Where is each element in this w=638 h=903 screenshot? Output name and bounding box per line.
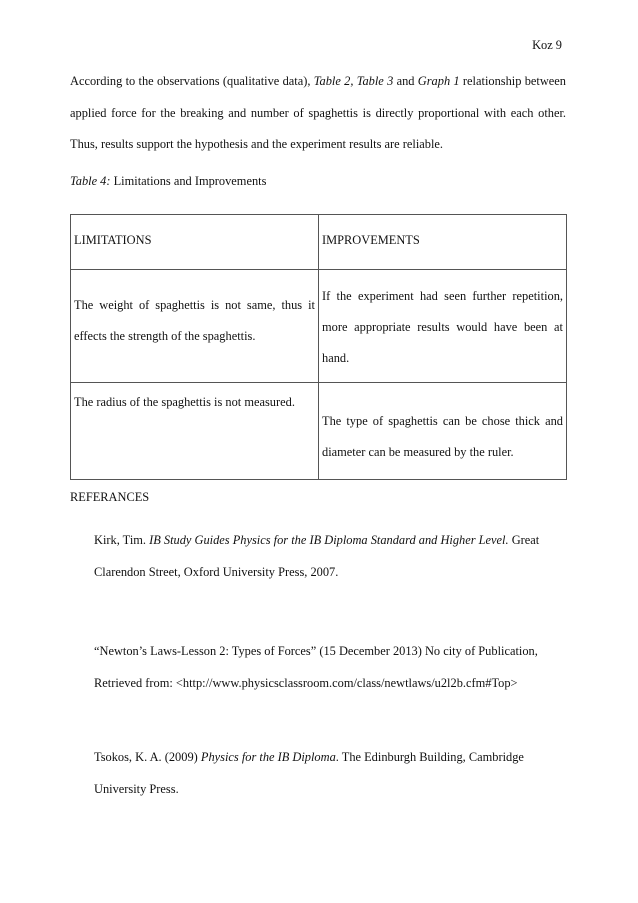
improvement-text: The type of spaghettis can be chose thick and diameter can be measured by the ruler.: [322, 414, 563, 459]
reference-title: IB Study Guides Physics for the IB Diploma Standard and Higher Level.: [149, 533, 509, 547]
reference-text-after: Great Clarendon Street, Oxford University Press, 2007.: [94, 533, 540, 579]
reference-item: [94, 742, 566, 805]
table-header-row: [71, 215, 567, 270]
header-cell-improvements: [319, 215, 567, 270]
reference-text: Tsokos, K. A. (2009): [94, 750, 201, 764]
improvement-cell: [319, 383, 567, 480]
limitation-text: The weight of spaghettis is not same, thus it effects the strength of the spaghettis.: [74, 298, 315, 343]
reference-text-after: . The Edinburgh Building, Cambridge University Press.: [94, 750, 524, 796]
intro-paragraph: [70, 66, 566, 161]
page-number-header: Koz 9: [532, 38, 562, 52]
table-caption: [70, 174, 266, 189]
limitation-cell: [71, 383, 319, 480]
improvement-text: If the experiment had seen further repetition, more appropriate results would have been at hand.: [322, 289, 563, 365]
table-row: [71, 383, 567, 480]
limitation-text: The radius of the spaghettis is not measured.: [74, 395, 295, 409]
reference-title: Physics for the IB Diploma: [200, 750, 336, 764]
header-improvements-label: IMPROVEMENTS: [322, 233, 420, 247]
table-row: [71, 270, 567, 383]
header-limitations-label: LIMITATIONS: [74, 233, 152, 247]
intro-text-and: and: [393, 74, 418, 88]
header-cell-limitations: [71, 215, 319, 270]
improvement-cell: [319, 270, 567, 383]
reference-item: [94, 525, 566, 588]
references-heading: REFERANCES: [70, 490, 150, 504]
reference-text: Kirk, Tim.: [94, 533, 150, 547]
reference-text: “Newton’s Laws-Lesson 2: Types of Forces” (15 December 2013) No city of Publication, Retrieved from: <http://www.physicsclassroom.com/class/newtlaws/u2l2b.cfm#Top>: [94, 644, 538, 690]
intro-graph-ref: Graph 1: [417, 74, 460, 88]
intro-text-part1: According to the observations (qualitative data),: [70, 74, 314, 88]
table-caption-text: Limitations and Improvements: [110, 174, 267, 188]
intro-text-part2: relationship between applied force for the breaking and number of spaghettis is directly proportional with each other. Thus, results support the hypothesis and the experiment results are reliable.: [70, 74, 567, 151]
table-caption-label: Table 4:: [70, 174, 111, 188]
limitation-cell: [71, 270, 319, 383]
limitations-table: [70, 214, 567, 480]
reference-item: [94, 636, 566, 699]
intro-table-refs: Table 2, Table 3: [313, 74, 394, 88]
